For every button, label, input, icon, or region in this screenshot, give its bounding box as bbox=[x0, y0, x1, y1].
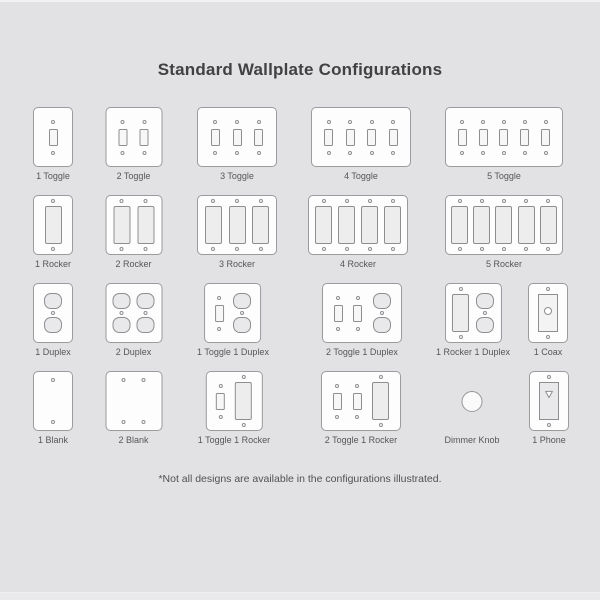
screw-icon bbox=[502, 120, 506, 124]
rocker-switch bbox=[45, 199, 62, 251]
screw-icon bbox=[546, 335, 550, 339]
phone-jack-icon bbox=[544, 390, 554, 399]
screw-icon bbox=[370, 120, 374, 124]
cell-2-toggle-1-rocker bbox=[321, 371, 401, 445]
rocker-switch bbox=[384, 199, 401, 251]
screw-icon bbox=[241, 423, 245, 427]
wallplate-1-rocker bbox=[33, 195, 73, 255]
rocker-paddle-icon bbox=[252, 206, 269, 244]
toggle-switch bbox=[367, 120, 376, 155]
screw-icon bbox=[355, 415, 359, 419]
blank-screw-column bbox=[122, 372, 126, 430]
outlet-receptacle-icon bbox=[44, 293, 62, 309]
blank-screw-column bbox=[141, 372, 145, 430]
cell-3-rocker bbox=[197, 195, 277, 269]
duplex-outlet bbox=[112, 293, 130, 333]
rocker-paddle-icon bbox=[137, 206, 154, 244]
rocker-switch bbox=[518, 199, 535, 251]
top-edge-highlight bbox=[0, 0, 600, 2]
label-dimmer-knob: Dimmer Knob bbox=[444, 435, 500, 445]
wallplate-2-blank bbox=[105, 371, 162, 431]
screw-icon bbox=[336, 327, 340, 331]
rocker-paddle-icon bbox=[205, 206, 222, 244]
toggle-switch bbox=[458, 120, 467, 155]
duplex-outlet bbox=[137, 293, 155, 333]
toggle-lever-icon bbox=[333, 393, 342, 410]
rocker-switch bbox=[338, 199, 355, 251]
screw-icon bbox=[144, 311, 148, 315]
toggle-lever-icon bbox=[520, 129, 529, 146]
screw-icon bbox=[391, 199, 395, 203]
screw-icon bbox=[460, 120, 464, 124]
duplex-outlet bbox=[373, 293, 391, 333]
screw-icon bbox=[51, 420, 55, 424]
rocker-paddle-icon bbox=[540, 206, 557, 244]
rocker-switch bbox=[361, 199, 378, 251]
rocker-paddle-icon bbox=[113, 206, 130, 244]
screw-icon bbox=[370, 151, 374, 155]
toggle-switch bbox=[118, 120, 127, 155]
screw-icon bbox=[141, 378, 145, 382]
wallplate-1-blank bbox=[33, 371, 73, 431]
toggle-lever-icon bbox=[254, 129, 263, 146]
screw-icon bbox=[391, 120, 395, 124]
screw-icon bbox=[459, 287, 463, 291]
screw-icon bbox=[51, 120, 55, 124]
screw-icon bbox=[141, 420, 145, 424]
screw-icon bbox=[368, 247, 372, 251]
coax-jack bbox=[538, 287, 558, 339]
label-5-rocker: 5 Rocker bbox=[485, 259, 522, 269]
screw-icon bbox=[481, 151, 485, 155]
rocker-switch bbox=[451, 199, 468, 251]
rocker-paddle-icon bbox=[315, 206, 332, 244]
toggle-switch bbox=[520, 120, 529, 155]
cell-1-duplex bbox=[33, 283, 73, 357]
toggle-lever-icon bbox=[541, 129, 550, 146]
label-3-toggle: 3 Toggle bbox=[220, 171, 254, 181]
screw-icon bbox=[502, 151, 506, 155]
rocker-paddle-icon bbox=[384, 206, 401, 244]
label-1-toggle-1-rocker: 1 Toggle 1 Rocker bbox=[197, 435, 271, 445]
screw-icon bbox=[144, 247, 148, 251]
wallplate-4-toggle bbox=[311, 107, 411, 167]
toggle-switch bbox=[324, 120, 333, 155]
rocker-paddle-icon bbox=[495, 206, 512, 244]
label-3-rocker: 3 Rocker bbox=[218, 259, 255, 269]
screw-icon bbox=[219, 415, 223, 419]
screw-icon bbox=[51, 311, 55, 315]
screw-icon bbox=[217, 296, 221, 300]
screw-icon bbox=[459, 335, 463, 339]
dimmer-knob-area bbox=[461, 371, 482, 431]
wallplate-1-rocker-1-duplex bbox=[444, 283, 501, 343]
rocker-switch bbox=[252, 199, 269, 251]
screw-icon bbox=[458, 247, 462, 251]
screw-icon bbox=[51, 378, 55, 382]
screw-icon bbox=[120, 247, 124, 251]
toggle-switch bbox=[254, 120, 263, 155]
screw-icon bbox=[348, 151, 352, 155]
outlet-receptacle-icon bbox=[476, 317, 494, 333]
cell-2-blank bbox=[105, 371, 162, 445]
dimmer-knob-icon bbox=[461, 391, 482, 412]
screw-icon bbox=[122, 378, 126, 382]
rocker-switch bbox=[452, 287, 469, 339]
wallplate-5-rocker bbox=[445, 195, 563, 255]
label-2-toggle-1-rocker: 2 Toggle 1 Rocker bbox=[324, 435, 398, 445]
screw-icon bbox=[122, 420, 126, 424]
label-2-duplex: 2 Duplex bbox=[115, 347, 152, 357]
rocker-switch bbox=[205, 199, 222, 251]
screw-icon bbox=[391, 151, 395, 155]
wallplate-2-toggle-1-rocker bbox=[321, 371, 401, 431]
label-4-toggle: 4 Toggle bbox=[344, 171, 378, 181]
screw-icon bbox=[51, 247, 55, 251]
wallplate-3-toggle bbox=[197, 107, 277, 167]
cell-1-toggle bbox=[33, 107, 73, 181]
screw-icon bbox=[327, 151, 331, 155]
wallplate-2-duplex bbox=[105, 283, 162, 343]
screw-icon bbox=[523, 120, 527, 124]
label-2-blank: 2 Blank bbox=[118, 435, 149, 445]
screw-icon bbox=[211, 199, 215, 203]
screw-icon bbox=[327, 120, 331, 124]
toggle-lever-icon bbox=[211, 129, 220, 146]
outlet-receptacle-icon bbox=[44, 317, 62, 333]
toggle-lever-icon bbox=[499, 129, 508, 146]
label-5-toggle: 5 Toggle bbox=[487, 171, 521, 181]
phone-insert-icon bbox=[539, 382, 559, 420]
screw-icon bbox=[259, 199, 263, 203]
cell-1-toggle-1-duplex bbox=[197, 283, 269, 357]
screw-icon bbox=[345, 247, 349, 251]
screw-icon bbox=[368, 199, 372, 203]
label-1-duplex: 1 Duplex bbox=[35, 347, 71, 357]
screw-icon bbox=[480, 247, 484, 251]
toggle-switch bbox=[346, 120, 355, 155]
screw-icon bbox=[379, 423, 383, 427]
rocker-switch bbox=[137, 199, 154, 251]
toggle-switch bbox=[233, 120, 242, 155]
label-2-toggle-1-duplex: 2 Toggle 1 Duplex bbox=[326, 347, 398, 357]
label-1-rocker: 1 Rocker bbox=[34, 259, 71, 269]
screw-icon bbox=[335, 415, 339, 419]
screw-icon bbox=[322, 199, 326, 203]
screw-icon bbox=[355, 384, 359, 388]
screw-icon bbox=[241, 375, 245, 379]
wallplate-1-toggle-1-rocker bbox=[205, 371, 262, 431]
rocker-paddle-icon bbox=[45, 206, 62, 244]
toggle-switch bbox=[49, 120, 58, 155]
cell-2-rocker bbox=[105, 195, 162, 269]
screw-icon bbox=[524, 199, 528, 203]
label-1-rocker-1-duplex: 1 Rocker 1 Duplex bbox=[435, 347, 511, 357]
toggle-lever-icon bbox=[458, 129, 467, 146]
label-1-coax: 1 Coax bbox=[533, 347, 563, 357]
screw-icon bbox=[213, 151, 217, 155]
rocker-switch bbox=[113, 199, 130, 251]
label-2-toggle: 2 Toggle bbox=[116, 171, 151, 181]
screw-icon bbox=[257, 151, 261, 155]
screw-icon bbox=[142, 151, 146, 155]
toggle-lever-icon bbox=[346, 129, 355, 146]
outlet-receptacle-icon bbox=[373, 293, 391, 309]
wallplate-2-rocker bbox=[105, 195, 162, 255]
screw-icon bbox=[259, 247, 263, 251]
rocker-paddle-icon bbox=[361, 206, 378, 244]
screw-icon bbox=[121, 151, 125, 155]
bottom-edge-band bbox=[0, 592, 600, 600]
cell-5-rocker bbox=[445, 195, 563, 269]
label-1-toggle-1-duplex: 1 Toggle 1 Duplex bbox=[197, 347, 269, 357]
rocker-paddle-icon bbox=[229, 206, 246, 244]
outlet-receptacle-icon bbox=[233, 293, 251, 309]
toggle-lever-icon bbox=[118, 129, 127, 146]
rocker-switch bbox=[372, 375, 389, 427]
toggle-lever-icon bbox=[353, 393, 362, 410]
cell-1-blank bbox=[33, 371, 73, 445]
outlet-receptacle-icon bbox=[137, 293, 155, 309]
label-2-rocker: 2 Rocker bbox=[115, 259, 152, 269]
footnote: *Not all designs are available in the configurations illustrated. bbox=[158, 473, 442, 485]
wallplate-1-duplex bbox=[33, 283, 73, 343]
toggle-switch bbox=[353, 296, 362, 331]
cell-2-toggle bbox=[105, 107, 162, 181]
screw-icon bbox=[547, 423, 551, 427]
toggle-switch bbox=[334, 296, 343, 331]
screw-icon bbox=[121, 120, 125, 124]
screw-icon bbox=[356, 296, 360, 300]
outlet-receptacle-icon bbox=[233, 317, 251, 333]
screw-icon bbox=[458, 199, 462, 203]
screw-icon bbox=[348, 120, 352, 124]
coax-insert-icon bbox=[538, 294, 558, 332]
screw-icon bbox=[336, 296, 340, 300]
toggle-lever-icon bbox=[233, 129, 242, 146]
wallplate-4-rocker bbox=[308, 195, 408, 255]
wallplate-1-phone bbox=[529, 371, 569, 431]
outlet-receptacle-icon bbox=[112, 293, 130, 309]
rocker-switch bbox=[540, 199, 557, 251]
outlet-receptacle-icon bbox=[373, 317, 391, 333]
toggle-switch bbox=[211, 120, 220, 155]
screw-icon bbox=[380, 311, 384, 315]
screw-icon bbox=[51, 151, 55, 155]
cell-4-toggle bbox=[311, 107, 411, 181]
toggle-lever-icon bbox=[334, 305, 343, 322]
screw-icon bbox=[120, 199, 124, 203]
cell-1-toggle-1-rocker bbox=[198, 371, 270, 445]
screw-icon bbox=[546, 199, 550, 203]
toggle-switch bbox=[479, 120, 488, 155]
screw-icon bbox=[480, 199, 484, 203]
toggle-lever-icon bbox=[215, 305, 224, 322]
cell-1-rocker bbox=[33, 195, 73, 269]
cell-1-phone bbox=[529, 371, 569, 445]
cell-dimmer-knob bbox=[444, 371, 499, 445]
wallplate-2-toggle-1-duplex bbox=[322, 283, 402, 343]
screw-icon bbox=[546, 287, 550, 291]
label-1-toggle: 1 Toggle bbox=[36, 171, 70, 181]
screw-icon bbox=[119, 311, 123, 315]
cell-4-rocker bbox=[308, 195, 408, 269]
toggle-switch bbox=[541, 120, 550, 155]
screw-icon bbox=[502, 247, 506, 251]
screw-icon bbox=[211, 247, 215, 251]
toggle-switch bbox=[215, 296, 224, 331]
label-1-blank: 1 Blank bbox=[37, 435, 69, 445]
screw-icon bbox=[379, 375, 383, 379]
cell-2-duplex bbox=[105, 283, 162, 357]
duplex-outlet bbox=[476, 293, 494, 333]
duplex-outlet bbox=[44, 293, 62, 333]
screw-icon bbox=[524, 247, 528, 251]
duplex-outlet bbox=[233, 293, 251, 333]
toggle-lever-icon bbox=[324, 129, 333, 146]
toggle-switch bbox=[353, 384, 362, 419]
screw-icon bbox=[356, 327, 360, 331]
rocker-paddle-icon bbox=[338, 206, 355, 244]
screw-icon bbox=[345, 199, 349, 203]
screw-icon bbox=[235, 247, 239, 251]
outlet-receptacle-icon bbox=[476, 293, 494, 309]
cell-3-toggle bbox=[197, 107, 277, 181]
screw-icon bbox=[523, 151, 527, 155]
cell-1-coax bbox=[528, 283, 568, 357]
wallplate-3-rocker bbox=[197, 195, 277, 255]
screw-icon bbox=[546, 247, 550, 251]
screw-icon bbox=[144, 199, 148, 203]
screw-icon bbox=[240, 311, 244, 315]
phone-jack bbox=[539, 375, 559, 427]
rocker-switch bbox=[235, 375, 252, 427]
wallplate-1-coax bbox=[528, 283, 568, 343]
toggle-lever-icon bbox=[367, 129, 376, 146]
toggle-lever-icon bbox=[479, 129, 488, 146]
screw-icon bbox=[257, 120, 261, 124]
rocker-switch bbox=[315, 199, 332, 251]
toggle-switch bbox=[140, 120, 149, 155]
rocker-paddle-icon bbox=[235, 382, 252, 420]
label-1-phone: 1 Phone bbox=[532, 435, 566, 445]
blank-screw-column bbox=[51, 372, 55, 430]
wallplate-1-toggle-1-duplex bbox=[204, 283, 261, 343]
screw-icon bbox=[51, 199, 55, 203]
outlet-receptacle-icon bbox=[112, 317, 130, 333]
toggle-switch bbox=[389, 120, 398, 155]
coax-connector-icon bbox=[544, 307, 552, 315]
screw-icon bbox=[142, 120, 146, 124]
screw-icon bbox=[213, 120, 217, 124]
rocker-paddle-icon bbox=[473, 206, 490, 244]
rocker-paddle-icon bbox=[451, 206, 468, 244]
toggle-lever-icon bbox=[389, 129, 398, 146]
screw-icon bbox=[235, 151, 239, 155]
outlet-receptacle-icon bbox=[137, 317, 155, 333]
rocker-paddle-icon bbox=[518, 206, 535, 244]
screw-icon bbox=[335, 384, 339, 388]
screw-icon bbox=[460, 151, 464, 155]
screw-icon bbox=[235, 120, 239, 124]
screw-icon bbox=[235, 199, 239, 203]
rocker-switch bbox=[473, 199, 490, 251]
rocker-paddle-icon bbox=[372, 382, 389, 420]
wallplate-2-toggle bbox=[105, 107, 162, 167]
rocker-paddle-icon bbox=[452, 294, 469, 332]
toggle-lever-icon bbox=[49, 129, 58, 146]
screw-icon bbox=[481, 120, 485, 124]
screw-icon bbox=[547, 375, 551, 379]
rocker-switch bbox=[495, 199, 512, 251]
toggle-switch bbox=[333, 384, 342, 419]
screw-icon bbox=[219, 384, 223, 388]
page-title: Standard Wallplate Configurations bbox=[157, 60, 443, 79]
toggle-lever-icon bbox=[353, 305, 362, 322]
screw-icon bbox=[217, 327, 221, 331]
screw-icon bbox=[544, 120, 548, 124]
screw-icon bbox=[322, 247, 326, 251]
screw-icon bbox=[391, 247, 395, 251]
cell-2-toggle-1-duplex bbox=[322, 283, 402, 357]
rocker-switch bbox=[229, 199, 246, 251]
cell-1-rocker-1-duplex bbox=[436, 283, 510, 357]
toggle-lever-icon bbox=[216, 393, 225, 410]
toggle-lever-icon bbox=[140, 129, 149, 146]
wallplate-1-toggle bbox=[33, 107, 73, 167]
screw-icon bbox=[502, 199, 506, 203]
screw-icon bbox=[483, 311, 487, 315]
cell-5-toggle bbox=[445, 107, 563, 181]
label-4-rocker: 4 Rocker bbox=[339, 259, 376, 269]
toggle-switch bbox=[216, 384, 225, 419]
wallplate-5-toggle bbox=[445, 107, 563, 167]
toggle-switch bbox=[499, 120, 508, 155]
screw-icon bbox=[544, 151, 548, 155]
